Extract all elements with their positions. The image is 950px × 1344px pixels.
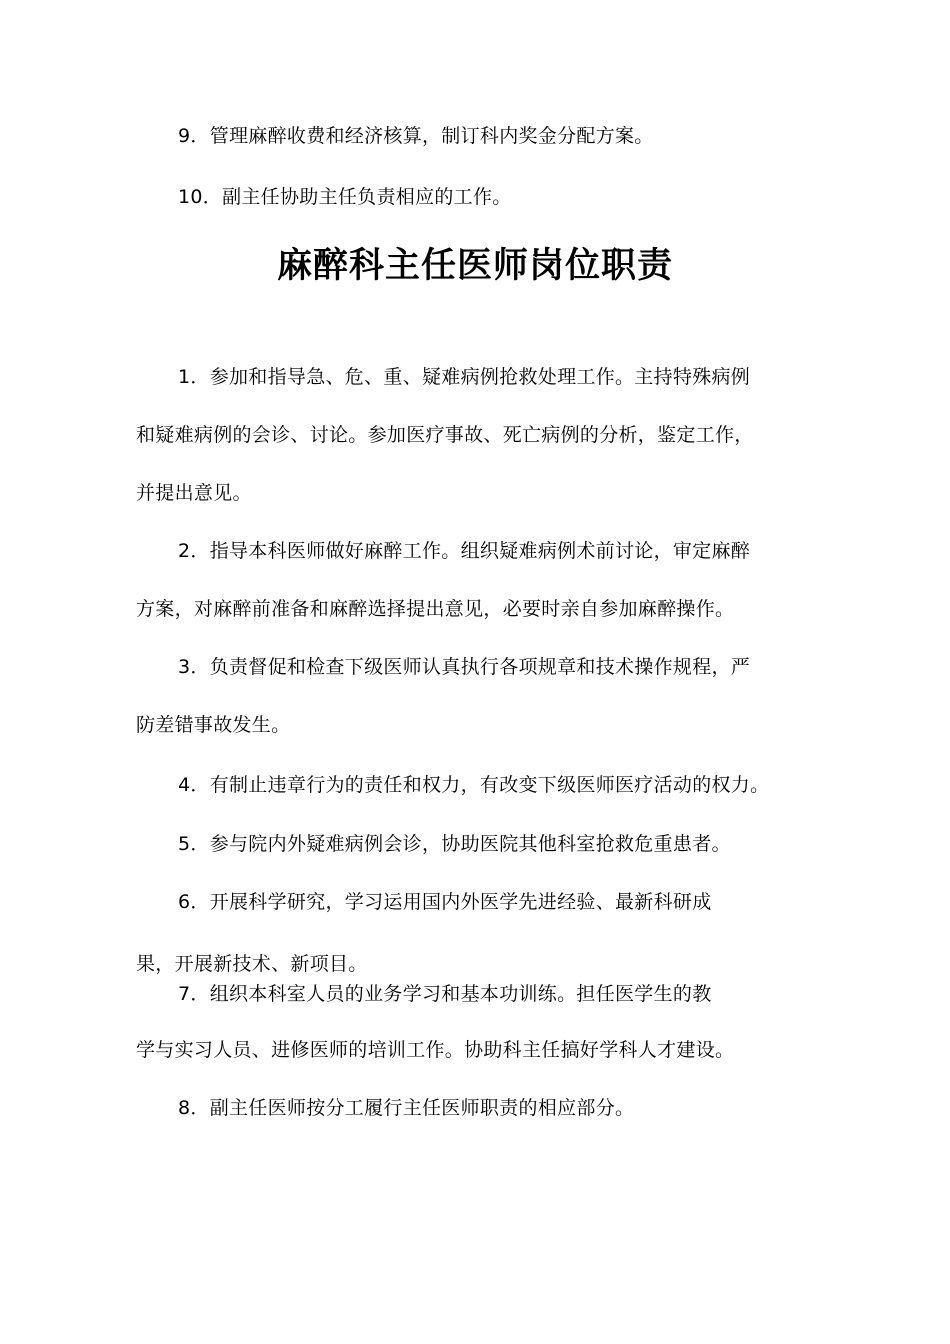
paragraph-line: 7．组织本科室人员的业务学习和基本功训练。担任医学生的教	[178, 983, 712, 1005]
paragraph-line: 3．负责督促和检查下级医师认真执行各项规章和技术操作规程，严	[178, 656, 751, 678]
paragraph-line: 防差错事故发生。	[136, 714, 291, 736]
paragraph-line: 5．参与院内外疑难病例会诊，协助医院其他科室抢救危重患者。	[178, 833, 731, 855]
paragraph-line: 4．有制止违章行为的责任和权力，有改变下级医师医疗活动的权力。	[178, 774, 770, 796]
list-item-10: 10．副主任协助主任负责相应的工作。	[178, 186, 512, 208]
document-title: 麻醉科主任医师岗位职责	[276, 246, 673, 286]
paragraph-line: 1．参加和指导急、危、重、疑难病例抢救处理工作。主持特殊病例	[178, 366, 751, 388]
paragraph-line: 2．指导本科医师做好麻醉工作。组织疑难病例术前讨论，审定麻醉	[178, 540, 751, 562]
paragraph-line: 和疑难病例的会诊、讨论。参加医疗事故、死亡病例的分析，鉴定工作，	[136, 424, 754, 446]
list-item-9: 9．管理麻醉收费和经济核算，制订科内奖金分配方案。	[178, 125, 654, 147]
paragraph-line: 果，开展新技术、新项目。	[136, 953, 368, 975]
paragraph-line: 并提出意见。	[136, 482, 252, 504]
paragraph-line: 学与实习人员、进修医师的培训工作。协助科主任搞好学科人才建设。	[136, 1039, 735, 1061]
paragraph-line: 方案，对麻醉前准备和麻醉选择提出意见，必要时亲自参加麻醉操作。	[136, 598, 735, 620]
paragraph-line: 6．开展科学研究，学习运用国内外医学先进经验、最新科研成	[178, 891, 712, 913]
paragraph-line: 8．副主任医师按分工履行主任医师职责的相应部分。	[178, 1097, 635, 1119]
